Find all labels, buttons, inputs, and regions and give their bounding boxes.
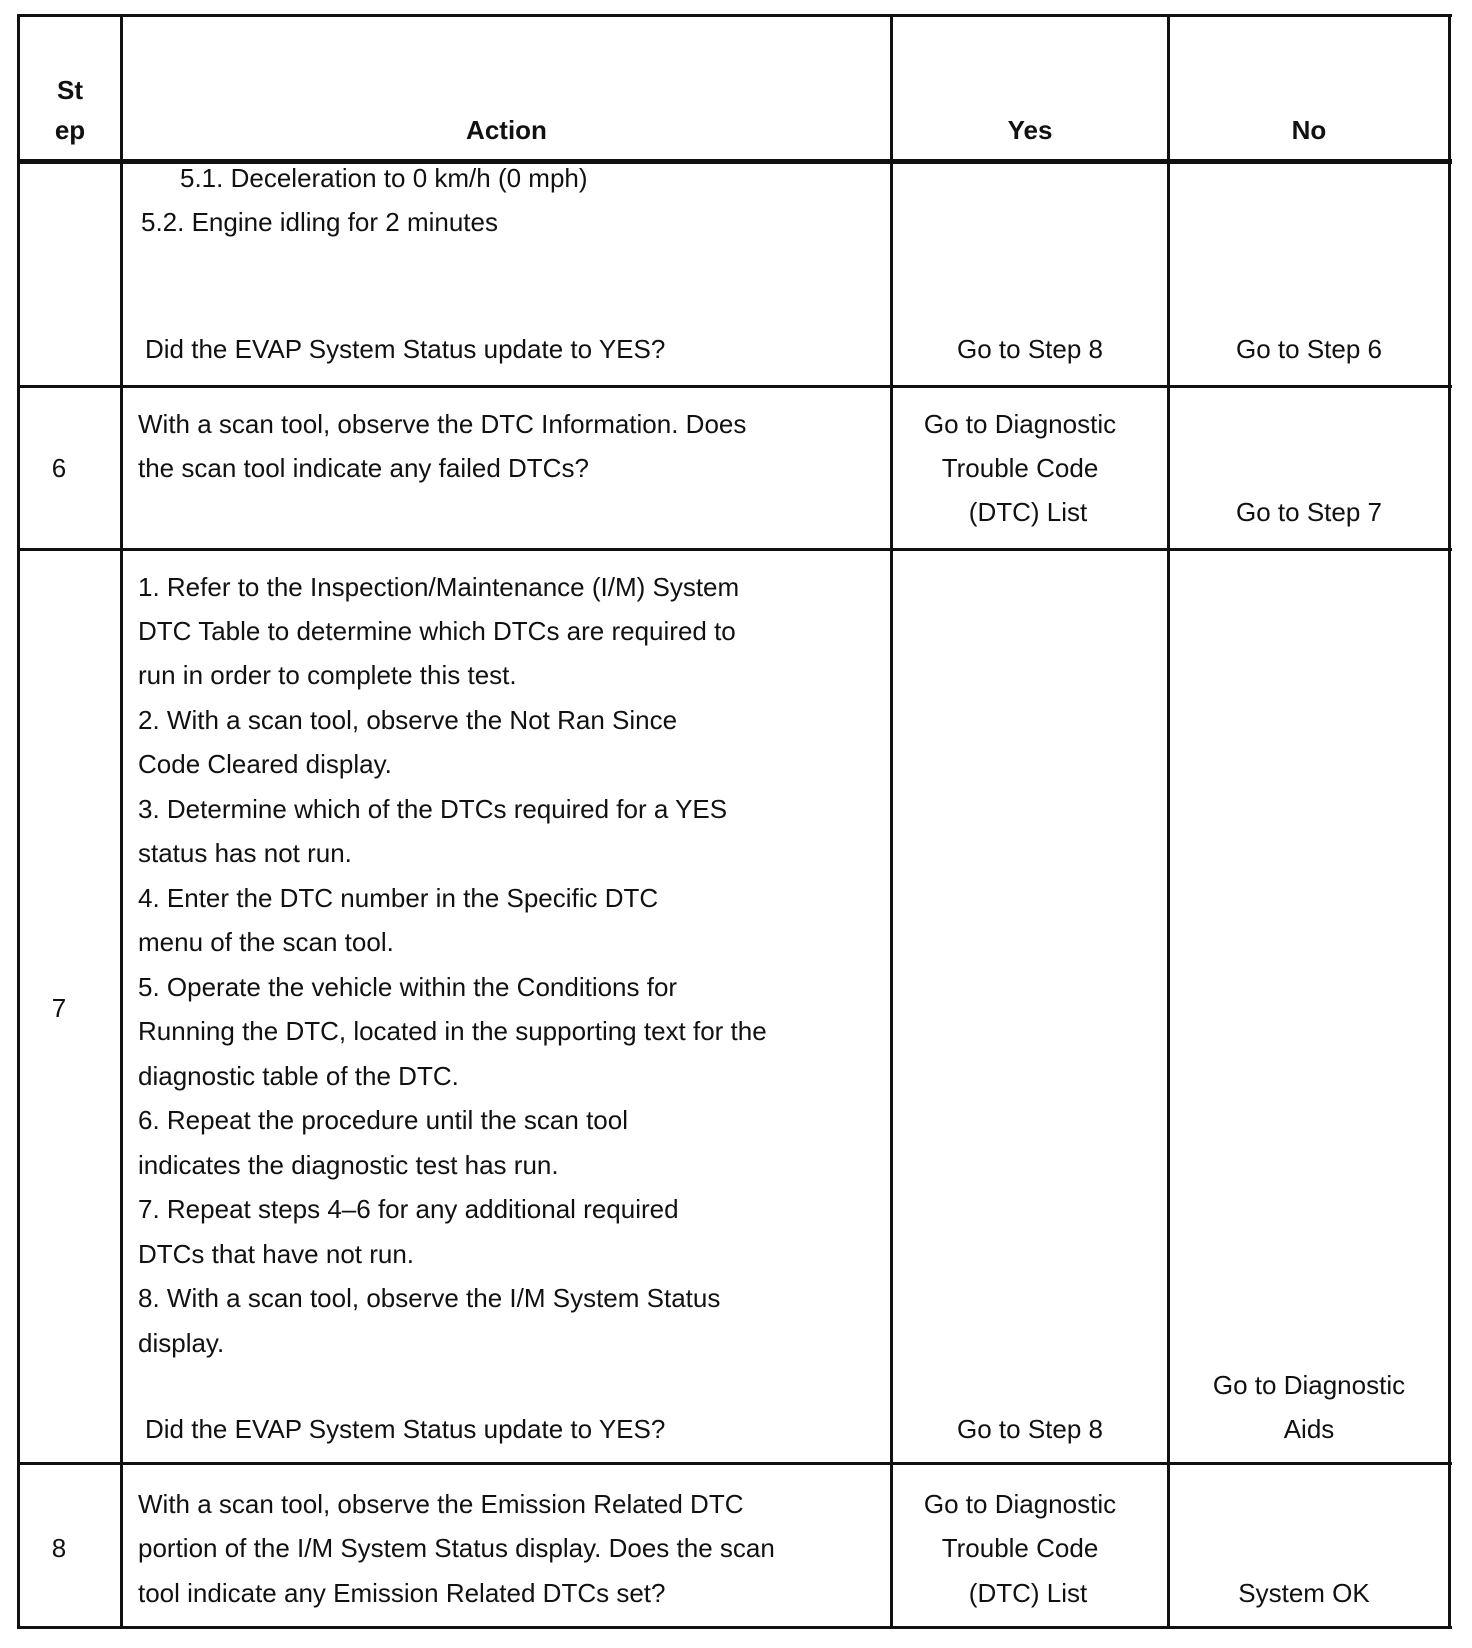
list-item: diagnostic table of the DTC. [138,1061,459,1091]
list-item: 4. Enter the DTC number in the Specific DTC [138,883,659,913]
list-item: 3. Determine which of the DTCs required for a YES [138,794,728,824]
row6-no: Go to Step 7 [1236,497,1382,527]
action-column-divider [890,14,893,1629]
row6-step-number: 6 [51,453,67,483]
row5-bottom-border [18,385,1452,388]
table-top-border [18,14,1452,17]
header-yes-label: Yes [1007,115,1053,145]
row7-yes: Go to Step 8 [957,1414,1103,1444]
row8-yes-line-3: (DTC) List [968,1578,1088,1608]
header-step-label-continued: ep [54,115,86,145]
row7-bottom-border [18,1462,1452,1465]
list-item: DTC Table to determine which DTCs are required to [138,616,736,646]
row6-bottom-border [18,548,1452,551]
row8-step-number: 8 [51,1533,67,1563]
list-item: Running the DTC, located in the supporting text for the [138,1016,767,1046]
row8-action-line-1: With a scan tool, observe the Emission Related DTC [138,1489,744,1519]
list-item: 6. Repeat the procedure until the scan tool [138,1105,628,1135]
row8-yes-line-2: Trouble Code [941,1533,1099,1563]
list-item: status has not run. [138,838,352,868]
list-item: display. [138,1328,225,1358]
header-no-label: No [1291,115,1327,145]
list-item: Code Cleared display. [138,749,392,779]
row8-action-line-2: portion of the I/M System Status display. Does the scan [138,1533,775,1563]
list-item: 1. Refer to the Inspection/Maintenance (I/M) System [138,572,740,602]
list-item: 5. Operate the vehicle within the Conditions for [138,972,678,1002]
row6-yes-line-1: Go to Diagnostic [923,409,1117,439]
list-item: menu of the scan tool. [138,927,394,957]
header-action-label: Action [466,115,547,145]
list-item: 2. With a scan tool, observe the Not Ran Since [138,705,678,735]
list-item: DTCs that have not run. [138,1239,415,1269]
row8-no: System OK [1238,1578,1370,1608]
row5-yes: Go to Step 8 [957,334,1103,364]
table-right-border [1448,14,1451,1629]
row6-yes-line-2: Trouble Code [941,453,1099,483]
table-bottom-border [18,1626,1452,1629]
row5-question: Did the EVAP System Status update to YES? [145,334,666,364]
row6-yes-line-3: (DTC) List [968,497,1088,527]
row8-action-line-3: tool indicate any Emission Related DTCs set? [138,1578,666,1608]
table-left-border [17,14,20,1629]
row7-no-line-2: Aids [1283,1414,1335,1444]
step-column-divider [120,14,123,1629]
list-item: indicates the diagnostic test has run. [138,1150,559,1180]
row7-no-line-1: Go to Diagnostic [1212,1370,1406,1400]
row8-yes-line-1: Go to Diagnostic [923,1489,1117,1519]
row5-no: Go to Step 6 [1236,334,1382,364]
list-item: 7. Repeat steps 4–6 for any additional required [138,1194,679,1224]
row5-action-line-2: 5.2. Engine idling for 2 minutes [141,207,498,237]
header-step-label: St [57,75,83,105]
row7-step-number: 7 [51,993,67,1023]
list-item: run in order to complete this test. [138,660,517,690]
row5-action-line-1: 5.1. Deceleration to 0 km/h (0 mph) [180,163,588,193]
row7-question: Did the EVAP System Status update to YES? [145,1414,666,1444]
list-item: 8. With a scan tool, observe the I/M System Status [138,1283,721,1313]
row6-action-line-2: the scan tool indicate any failed DTCs? [138,453,589,483]
row6-action-line-1: With a scan tool, observe the DTC Information. Does [138,409,747,439]
